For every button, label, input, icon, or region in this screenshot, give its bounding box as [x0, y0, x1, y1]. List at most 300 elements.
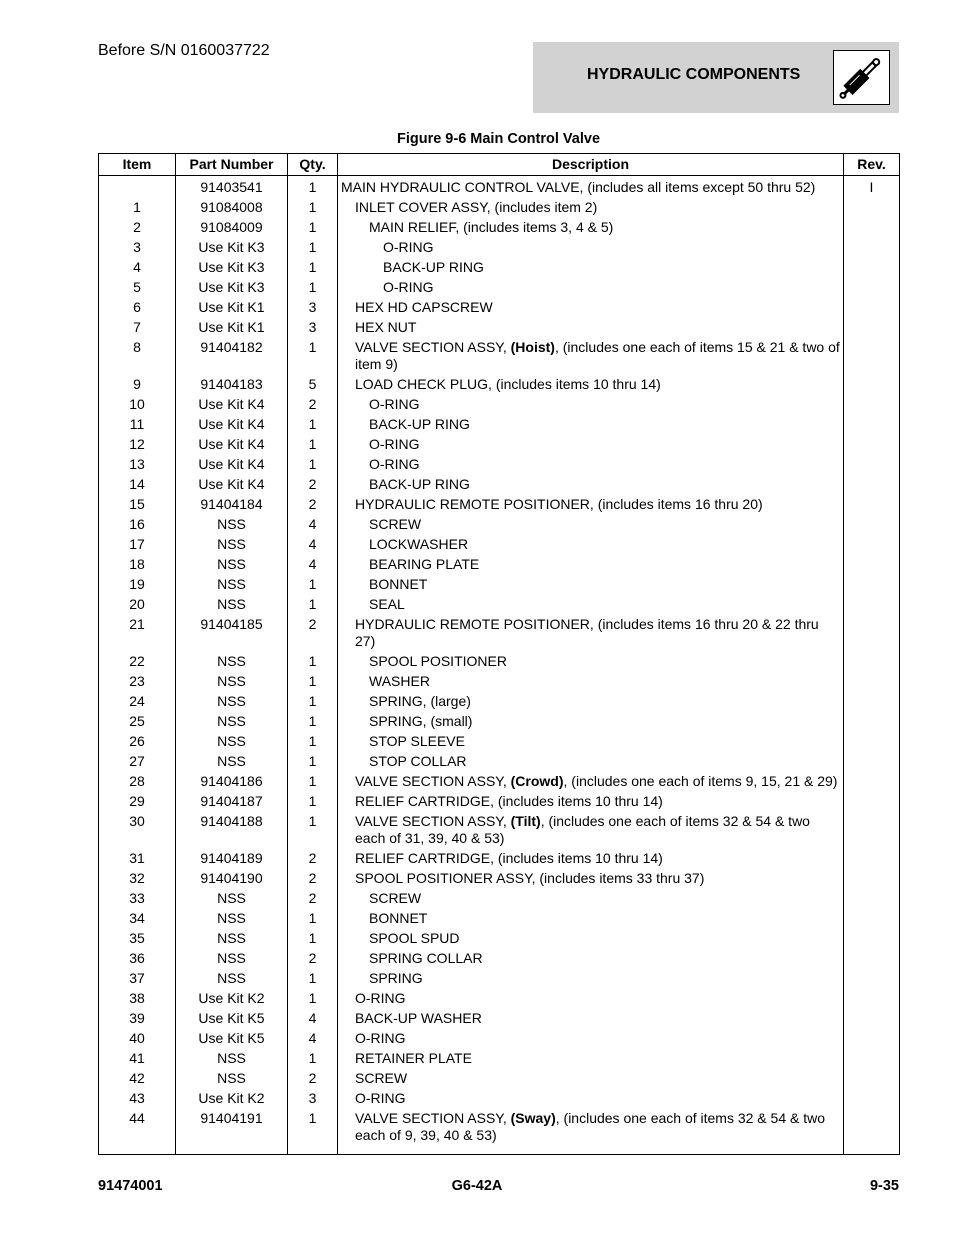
qty-cell: 1 — [288, 1049, 338, 1069]
description-suffix: , (includes one each of items 9, 15, 21 & 29) — [563, 773, 838, 789]
qty-cell: 4 — [288, 555, 338, 575]
table-row — [99, 218, 900, 238]
table-row — [99, 615, 900, 652]
qty-cell: 1 — [288, 218, 338, 238]
description-text: BEARING PLATE — [369, 556, 480, 572]
rev-cell — [844, 338, 900, 375]
rev-cell — [844, 1009, 900, 1029]
part-number-cell: Use Kit K2 — [176, 989, 288, 1009]
description-cell — [338, 772, 844, 792]
description-cell — [338, 849, 844, 869]
part-number-cell: 91084008 — [176, 198, 288, 218]
description-suffix: , (includes one each of items 32 & 54 & two each of 31, 39, 40 & 53) — [355, 813, 810, 846]
parts-table — [98, 153, 900, 1155]
qty-cell: 1 — [288, 435, 338, 455]
item-cell: 28 — [99, 772, 176, 792]
rev-cell — [844, 792, 900, 812]
description-text: RELIEF CARTRIDGE, (includes items 10 thru 14) — [355, 793, 663, 809]
qty-cell: 2 — [288, 395, 338, 415]
part-number-cell: Use Kit K4 — [176, 475, 288, 495]
table-row — [99, 375, 900, 395]
part-number-cell: NSS — [176, 969, 288, 989]
item-cell: 32 — [99, 869, 176, 889]
item-cell: 25 — [99, 712, 176, 732]
description-text: BONNET — [369, 576, 428, 592]
description-text: BACK-UP RING — [383, 259, 484, 275]
serial-number-note: Before S/N 0160037722 — [98, 42, 270, 59]
rev-cell — [844, 595, 900, 615]
description-prefix: VALVE SECTION ASSY, — [355, 339, 511, 355]
qty-cell: 1 — [288, 455, 338, 475]
part-number-cell: NSS — [176, 535, 288, 555]
qty-cell: 4 — [288, 535, 338, 555]
description-text: O-RING — [355, 1030, 406, 1046]
footer-model: G6-42A — [451, 1178, 503, 1194]
description-text: BACK-UP WASHER — [355, 1010, 482, 1026]
description-cell — [338, 176, 844, 199]
item-cell: 15 — [99, 495, 176, 515]
rev-cell — [844, 435, 900, 455]
description-text: SCREW — [355, 1070, 408, 1086]
description-text: WASHER — [369, 673, 430, 689]
part-number-cell: Use Kit K4 — [176, 435, 288, 455]
table-row — [99, 258, 900, 278]
description-text: LOAD CHECK PLUG, (includes items 10 thru 14) — [355, 376, 661, 392]
rev-cell — [844, 258, 900, 278]
qty-cell: 2 — [288, 849, 338, 869]
description-text: O-RING — [369, 436, 420, 452]
column-header-rev: Rev. — [844, 154, 900, 176]
description-cell — [338, 889, 844, 909]
table-row — [99, 1009, 900, 1029]
table-row — [99, 318, 900, 338]
table-row — [99, 909, 900, 929]
rev-cell — [844, 949, 900, 969]
item-cell: 30 — [99, 812, 176, 849]
item-cell: 1 — [99, 198, 176, 218]
table-row — [99, 595, 900, 615]
description-cell — [338, 475, 844, 495]
description-cell — [338, 989, 844, 1009]
rev-cell — [844, 849, 900, 869]
rev-cell — [844, 395, 900, 415]
rev-cell — [844, 969, 900, 989]
part-number-cell: Use Kit K1 — [176, 298, 288, 318]
description-cell — [338, 969, 844, 989]
description-text: MAIN RELIEF, (includes items 3, 4 & 5) — [369, 219, 614, 235]
description-text: STOP COLLAR — [369, 753, 467, 769]
item-cell: 26 — [99, 732, 176, 752]
rev-cell — [844, 712, 900, 732]
item-cell: 19 — [99, 575, 176, 595]
description-text: SPRING, (large) — [369, 693, 471, 709]
qty-cell: 1 — [288, 812, 338, 849]
item-cell: 2 — [99, 218, 176, 238]
description-text: MAIN HYDRAULIC CONTROL VALVE, (includes all items except 50 thru 52) — [341, 179, 816, 195]
part-number-cell: NSS — [176, 949, 288, 969]
rev-cell — [844, 298, 900, 318]
table-row — [99, 298, 900, 318]
description-cell — [338, 395, 844, 415]
qty-cell: 1 — [288, 732, 338, 752]
footer-page-number: 9-35 — [869, 1178, 899, 1194]
qty-cell: 4 — [288, 1029, 338, 1049]
table-row — [99, 1109, 900, 1155]
qty-cell: 1 — [288, 278, 338, 298]
rev-cell — [844, 318, 900, 338]
table-row — [99, 495, 900, 515]
part-number-cell: NSS — [176, 692, 288, 712]
part-number-cell: Use Kit K2 — [176, 1089, 288, 1109]
item-cell: 43 — [99, 1089, 176, 1109]
description-suffix: , (includes one each of items 32 & 54 & two each of 9, 39, 40 & 53) — [355, 1110, 826, 1143]
description-cell — [338, 812, 844, 849]
part-number-cell: Use Kit K4 — [176, 415, 288, 435]
item-cell: 10 — [99, 395, 176, 415]
part-number-cell: Use Kit K5 — [176, 1009, 288, 1029]
description-cell — [338, 198, 844, 218]
description-text — [341, 773, 840, 790]
part-number-cell: Use Kit K3 — [176, 278, 288, 298]
section-title: HYDRAULIC COMPONENTS — [587, 66, 801, 83]
item-cell: 7 — [99, 318, 176, 338]
rev-cell — [844, 1069, 900, 1089]
item-cell: 34 — [99, 909, 176, 929]
table-row — [99, 575, 900, 595]
rev-cell — [844, 1049, 900, 1069]
description-text: BONNET — [369, 910, 428, 926]
table-row — [99, 238, 900, 258]
item-cell: 14 — [99, 475, 176, 495]
description-text: STOP SLEEVE — [369, 733, 465, 749]
item-cell: 4 — [99, 258, 176, 278]
item-cell: 36 — [99, 949, 176, 969]
description-cell — [338, 375, 844, 395]
rev-cell — [844, 889, 900, 909]
description-text — [341, 1110, 840, 1144]
description-text: SPRING, (small) — [369, 713, 473, 729]
description-text: SCREW — [369, 516, 422, 532]
table-row — [99, 732, 900, 752]
description-text: SPOOL POSITIONER ASSY, (includes items 33 thru 37) — [355, 870, 705, 886]
description-cell — [338, 732, 844, 752]
item-cell: 17 — [99, 535, 176, 555]
item-cell: 35 — [99, 929, 176, 949]
rev-cell — [844, 752, 900, 772]
description-cell — [338, 869, 844, 889]
description-cell — [338, 1069, 844, 1089]
item-cell: 39 — [99, 1009, 176, 1029]
item-cell: 20 — [99, 595, 176, 615]
description-cell — [338, 692, 844, 712]
description-text: O-RING — [369, 396, 420, 412]
table-row — [99, 1029, 900, 1049]
description-cell — [338, 258, 844, 278]
part-number-cell: NSS — [176, 752, 288, 772]
section-header — [533, 42, 899, 113]
rev-cell: I — [844, 176, 900, 199]
description-text: SPRING COLLAR — [369, 950, 483, 966]
rev-cell — [844, 692, 900, 712]
table-row — [99, 929, 900, 949]
description-cell — [338, 792, 844, 812]
table-row — [99, 475, 900, 495]
description-cell — [338, 929, 844, 949]
table-row — [99, 889, 900, 909]
description-text: INLET COVER ASSY, (includes item 2) — [355, 199, 598, 215]
table-row — [99, 989, 900, 1009]
part-number-cell: 91404190 — [176, 869, 288, 889]
table-row — [99, 849, 900, 869]
description-cell — [338, 1049, 844, 1069]
item-cell: 13 — [99, 455, 176, 475]
description-cell — [338, 1029, 844, 1049]
footer-document-number: 91474001 — [98, 1178, 163, 1194]
part-number-cell: Use Kit K4 — [176, 395, 288, 415]
item-cell: 29 — [99, 792, 176, 812]
item-cell: 37 — [99, 969, 176, 989]
description-section-name: (Crowd) — [510, 773, 564, 789]
part-number-cell: NSS — [176, 515, 288, 535]
part-number-cell: NSS — [176, 595, 288, 615]
table-row — [99, 455, 900, 475]
rev-cell — [844, 929, 900, 949]
qty-cell: 1 — [288, 338, 338, 375]
qty-cell: 5 — [288, 375, 338, 395]
qty-cell: 1 — [288, 929, 338, 949]
part-number-cell: 91404182 — [176, 338, 288, 375]
description-text: O-RING — [369, 456, 420, 472]
table-row — [99, 1049, 900, 1069]
item-cell: 21 — [99, 615, 176, 652]
table-row — [99, 338, 900, 375]
description-text: RETAINER PLATE — [355, 1050, 472, 1066]
part-number-cell: Use Kit K3 — [176, 258, 288, 278]
qty-cell: 1 — [288, 176, 338, 199]
description-section-name: (Sway) — [510, 1110, 556, 1126]
part-number-cell: NSS — [176, 929, 288, 949]
item-cell: 18 — [99, 555, 176, 575]
table-row — [99, 652, 900, 672]
part-number-cell: NSS — [176, 909, 288, 929]
item-cell: 38 — [99, 989, 176, 1009]
qty-cell: 1 — [288, 238, 338, 258]
part-number-cell: 91404188 — [176, 812, 288, 849]
qty-cell: 1 — [288, 258, 338, 278]
rev-cell — [844, 869, 900, 889]
table-row — [99, 949, 900, 969]
rev-cell — [844, 495, 900, 515]
part-number-cell: Use Kit K1 — [176, 318, 288, 338]
description-text: HEX HD CAPSCREW — [355, 299, 493, 315]
rev-cell — [844, 238, 900, 258]
figure-caption: Figure 9-6 Main Control Valve — [396, 131, 601, 147]
rev-cell — [844, 1109, 900, 1155]
description-cell — [338, 515, 844, 535]
description-cell — [338, 495, 844, 515]
description-prefix: VALVE SECTION ASSY, — [355, 773, 511, 789]
part-number-cell: 91403541 — [176, 176, 288, 199]
item-cell: 16 — [99, 515, 176, 535]
item-cell: 8 — [99, 338, 176, 375]
table-row — [99, 395, 900, 415]
item-cell: 41 — [99, 1049, 176, 1069]
qty-cell: 2 — [288, 475, 338, 495]
table-row — [99, 1089, 900, 1109]
description-text: SPOOL SPUD — [369, 930, 460, 946]
qty-cell: 1 — [288, 672, 338, 692]
description-cell — [338, 455, 844, 475]
description-text: BACK-UP RING — [369, 476, 470, 492]
description-text: RELIEF CARTRIDGE, (includes items 10 thru 14) — [355, 850, 663, 866]
rev-cell — [844, 415, 900, 435]
description-text: LOCKWASHER — [369, 536, 469, 552]
rev-cell — [844, 535, 900, 555]
rev-cell — [844, 218, 900, 238]
table-row — [99, 812, 900, 849]
part-number-cell: Use Kit K5 — [176, 1029, 288, 1049]
rev-cell — [844, 989, 900, 1009]
qty-cell: 4 — [288, 515, 338, 535]
description-cell — [338, 652, 844, 672]
rev-cell — [844, 575, 900, 595]
rev-cell — [844, 375, 900, 395]
item-cell: 22 — [99, 652, 176, 672]
table-row — [99, 792, 900, 812]
qty-cell: 1 — [288, 652, 338, 672]
part-number-cell: NSS — [176, 1069, 288, 1089]
qty-cell: 4 — [288, 1009, 338, 1029]
description-cell — [338, 298, 844, 318]
rev-cell — [844, 772, 900, 792]
description-text: HEX NUT — [355, 319, 417, 335]
description-cell — [338, 1009, 844, 1029]
description-cell — [338, 318, 844, 338]
table-row — [99, 415, 900, 435]
description-suffix: , (includes one each of items 15 & 21 & two of item 9) — [355, 339, 840, 372]
description-cell — [338, 555, 844, 575]
part-number-cell: NSS — [176, 555, 288, 575]
part-number-cell: NSS — [176, 1049, 288, 1069]
part-number-cell: NSS — [176, 652, 288, 672]
item-cell: 44 — [99, 1109, 176, 1155]
part-number-cell: 91404183 — [176, 375, 288, 395]
rev-cell — [844, 672, 900, 692]
qty-cell: 2 — [288, 1069, 338, 1089]
hydraulic-cylinder-icon — [833, 50, 890, 105]
rev-cell — [844, 732, 900, 752]
description-text — [341, 813, 840, 847]
qty-cell: 1 — [288, 712, 338, 732]
description-text: O-RING — [355, 1090, 406, 1106]
part-number-cell: 91404189 — [176, 849, 288, 869]
description-cell — [338, 672, 844, 692]
description-text: HYDRAULIC REMOTE POSITIONER, (includes items 16 thru 20) — [355, 496, 763, 512]
rev-cell — [844, 909, 900, 929]
rev-cell — [844, 1029, 900, 1049]
rev-cell — [844, 515, 900, 535]
table-header-row — [99, 154, 900, 176]
description-cell — [338, 435, 844, 455]
item-cell: 12 — [99, 435, 176, 455]
item-cell: 11 — [99, 415, 176, 435]
item-cell: 31 — [99, 849, 176, 869]
qty-cell: 3 — [288, 1089, 338, 1109]
qty-cell: 2 — [288, 495, 338, 515]
description-text: O-RING — [355, 990, 406, 1006]
column-header-part-number: Part Number — [176, 154, 288, 176]
part-number-cell: 91404186 — [176, 772, 288, 792]
qty-cell: 1 — [288, 752, 338, 772]
description-section-name: (Hoist) — [510, 339, 555, 355]
part-number-cell: NSS — [176, 732, 288, 752]
description-text: SPRING — [369, 970, 423, 986]
part-number-cell: NSS — [176, 575, 288, 595]
table-row — [99, 555, 900, 575]
description-prefix: VALVE SECTION ASSY, — [355, 813, 511, 829]
qty-cell: 2 — [288, 949, 338, 969]
part-number-cell: NSS — [176, 712, 288, 732]
qty-cell: 1 — [288, 1109, 338, 1155]
description-text: SEAL — [369, 596, 405, 612]
parts-table-body — [99, 176, 900, 1155]
part-number-cell: NSS — [176, 889, 288, 909]
table-row — [99, 752, 900, 772]
table-row — [99, 672, 900, 692]
rev-cell — [844, 455, 900, 475]
qty-cell: 1 — [288, 575, 338, 595]
description-cell — [338, 615, 844, 652]
qty-cell: 3 — [288, 298, 338, 318]
rev-cell — [844, 615, 900, 652]
qty-cell: 2 — [288, 889, 338, 909]
qty-cell: 1 — [288, 198, 338, 218]
description-cell — [338, 415, 844, 435]
part-number-cell: 91404185 — [176, 615, 288, 652]
column-header-item: Item — [99, 154, 176, 176]
qty-cell: 1 — [288, 595, 338, 615]
item-cell: 9 — [99, 375, 176, 395]
table-row — [99, 435, 900, 455]
description-cell — [338, 575, 844, 595]
rev-cell — [844, 475, 900, 495]
description-cell — [338, 338, 844, 375]
qty-cell: 1 — [288, 989, 338, 1009]
description-cell — [338, 1109, 844, 1155]
column-header-description: Description — [338, 154, 844, 176]
table-row — [99, 692, 900, 712]
rev-cell — [844, 555, 900, 575]
qty-cell: 1 — [288, 692, 338, 712]
part-number-cell: 91404191 — [176, 1109, 288, 1155]
table-row — [99, 515, 900, 535]
description-cell — [338, 752, 844, 772]
part-number-cell: Use Kit K4 — [176, 455, 288, 475]
table-row — [99, 712, 900, 732]
description-cell — [338, 909, 844, 929]
rev-cell — [844, 278, 900, 298]
description-text: HYDRAULIC REMOTE POSITIONER, (includes items 16 thru 20 & 22 thru 27) — [355, 616, 819, 649]
part-number-cell: NSS — [176, 672, 288, 692]
description-cell — [338, 1089, 844, 1109]
table-row — [99, 869, 900, 889]
part-number-cell: 91084009 — [176, 218, 288, 238]
qty-cell: 1 — [288, 909, 338, 929]
qty-cell: 1 — [288, 792, 338, 812]
table-row — [99, 535, 900, 555]
rev-cell — [844, 1089, 900, 1109]
table-row — [99, 969, 900, 989]
